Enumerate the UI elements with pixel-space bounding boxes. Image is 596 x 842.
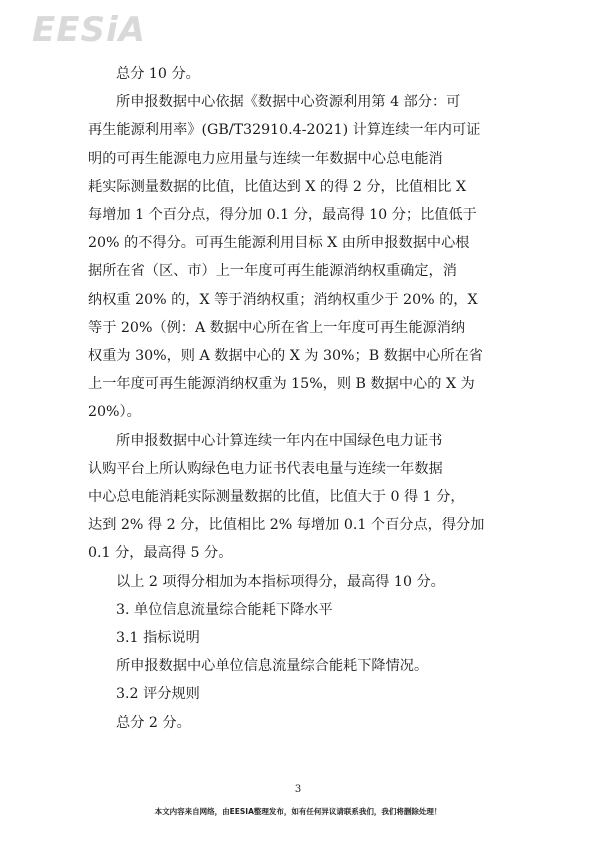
document-body xyxy=(88,60,512,737)
text-line: 明的可再生能源电力应用量与连续一年数据中心总电能消 xyxy=(88,150,443,167)
text-line: 总分 10 分。 xyxy=(116,66,200,82)
page-number: 3 xyxy=(294,784,302,795)
text-line: 以上 2 项得分相加为本指标项得分，最高得 10 分。 xyxy=(116,573,445,590)
footer-disclaimer: 本文内容来自网络，由EESIA整理发布，如有任何异议请联系我们，我们将删除处理！ xyxy=(154,807,442,816)
text-line: 0.1 分，最高得 5 分。 xyxy=(88,545,233,562)
text-line: 所申报数据中心计算连续一年内在中国绿色电力证书 xyxy=(116,432,443,449)
text-line: 等于 20%（例：A 数据中心所在省上一年度可再生能源消纳 xyxy=(88,319,466,336)
text-line: 中心总电能消耗实际测量数据的比值，比值大于 0 得 1 分， xyxy=(88,489,465,506)
text-line: 总分 2 分。 xyxy=(116,714,191,731)
text-line: 20%）。 xyxy=(88,404,141,421)
subsection-heading: 3.2 评分规则 xyxy=(116,686,200,703)
text-line: 所申报数据中心单位信息流量综合能耗下降情况。 xyxy=(116,658,429,675)
text-line: 上一年度可再生能源消纳权重为 15%，则 B 数据中心的 X 为 xyxy=(88,376,475,393)
text-line: 据所在省（区、市）上一年度可再生能源消纳权重确定，消 xyxy=(88,263,457,280)
subsection-heading: 3.1 指标说明 xyxy=(116,630,200,647)
section-heading: 3. 单位信息流量综合能耗下降水平 xyxy=(116,601,333,618)
text-line: 耗实际测量数据的比值，比值达到 X 的得 2 分，比值相比 X xyxy=(88,178,467,195)
text-line: 所申报数据中心依据《数据中心资源利用第 4 部分：可 xyxy=(116,94,461,111)
text-line: 再生能源利用率》(GB/T32910.4-2021) 计算连续一年内可证 xyxy=(88,122,481,139)
text-line: 每增加 1 个百分点，得分加 0.1 分，最高得 10 分；比值低于 xyxy=(88,207,477,224)
text-line: 达到 2% 得 2 分，比值相比 2% 每增加 0.1 个百分点，得分加 xyxy=(88,517,485,534)
text-line: 认购平台上所认购绿色电力证书代表电量与连续一年数据 xyxy=(88,460,443,477)
text-line: 纳权重 20% 的，X 等于消纳权重；消纳权重少于 20% 的，X xyxy=(88,291,478,308)
eesia-logo-watermark: EESiA xyxy=(32,10,146,50)
text-line: 权重为 30%，则 A 数据中心的 X 为 30%；B 数据中心所在省 xyxy=(88,348,483,365)
text-line: 20% 的不得分。可再生能源利用目标 X 由所申报数据中心根 xyxy=(88,235,470,252)
